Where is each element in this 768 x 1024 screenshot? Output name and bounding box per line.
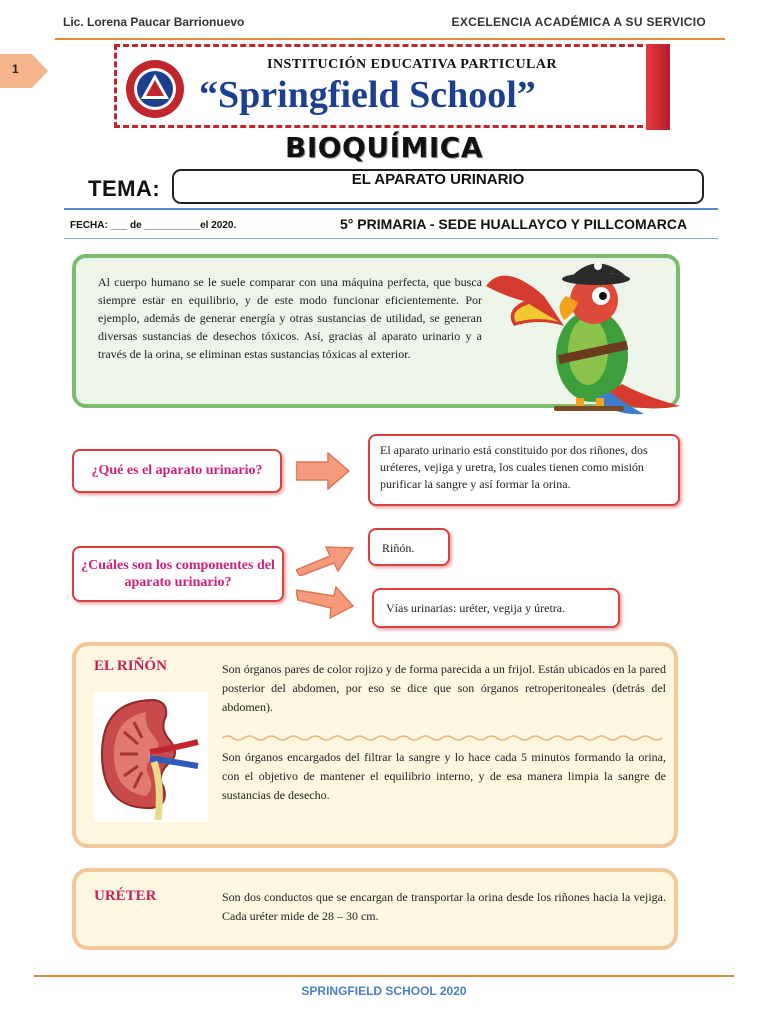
banner-subtitle: INSTITUCIÓN EDUCATIVA PARTICULAR: [267, 57, 558, 72]
pirate-parrot-icon: [484, 256, 684, 416]
arrow-up-right-icon: [296, 540, 354, 576]
arrow-down-right-icon: [296, 584, 354, 620]
footer-text: SPRINGFIELD SCHOOL 2020: [301, 984, 467, 998]
info-divider: [64, 238, 718, 239]
school-slogan: EXCELENCIA ACADÉMICA A SU SERVICIO: [451, 15, 706, 29]
author-name: Lic. Lorena Paucar Barrionuevo: [63, 15, 245, 29]
answer-urinary-definition: El aparato urinario está constituido por dos riñones, dos uréteres, vejiga y uretra, los cuales tienen como misión purificar la sangre y así formar la orina.: [368, 434, 680, 506]
question-components: ¿Cuáles son los componentes del aparato urinario?: [72, 546, 284, 602]
page-tab-arrow-icon: [0, 54, 48, 88]
header-divider: [55, 38, 725, 40]
grade-line: 5° PRIMARIA - SEDE HUALLAYCO Y PILLCOMARCA: [340, 216, 688, 232]
answer-kidney: Riñón.: [368, 528, 450, 566]
kidney-function: Son órganos encargados del filtrar la sangre y lo hace cada 5 minutos formando la orina, con el objetivo de mantener el equilibrio interno, y de esa manera limpia la sangre de sustancias de desecho.: [222, 750, 666, 802]
date-line: FECHA: ___ de __________el 2020.: [70, 220, 237, 231]
wavy-divider: [222, 734, 666, 742]
banner-school-name: “Springfield School”: [199, 74, 536, 116]
kidney-description: Son órganos pares de color rojizo y de forma parecida a un frijol. Están ubicados en la pared posterior del abdomen, por eso se dice que son órganos retroperitoneales (detrás del abdomen).: [222, 662, 666, 714]
subject-title: BIOQUÍMICA: [284, 131, 484, 164]
kidney-card: [72, 642, 678, 848]
ureter-description: Son dos conductos que se encargan de transportar la orina desde los riñones hacia la vejiga. Cada uréter mide de 28 – 30 cm.: [222, 890, 666, 923]
intro-text: Al cuerpo humano se le suele comparar con una máquina perfecta, que busca siempre estar en equilibrio, y de este modo funcionar eficientemente. Por ejemplo, además de generar energía y otras sustancias de utilidad, se generan diversas sustancias de desechos tóxicos. Así, gracias al aparato urinario y a través de la orina, se eliminan estas sustancias tóxicas al exterior.: [98, 275, 482, 361]
intro-box: [72, 254, 680, 408]
kidney-card-title: EL RIÑÓN: [94, 658, 167, 674]
page-number-tab: [0, 54, 48, 88]
school-banner: [114, 44, 670, 128]
tema-divider: [64, 208, 718, 210]
tema-value: EL APARATO URINARIO: [172, 169, 704, 204]
ureter-card: [72, 868, 678, 950]
page-number: 1: [12, 62, 19, 76]
footer-divider: [34, 975, 734, 977]
arrow-right-icon: [296, 452, 350, 490]
ureter-card-title: URÉTER: [94, 888, 157, 904]
banner-ribbon: [646, 44, 670, 130]
question-what-is-urinary-system: ¿Qué es el aparato urinario?: [72, 449, 282, 493]
answer-urinary-tract: Vías urinarias: uréter, vegija y úretra.: [372, 588, 620, 628]
school-seal-icon: [125, 59, 185, 119]
kidney-icon: [94, 692, 208, 822]
tema-label: TEMA:: [88, 176, 161, 201]
